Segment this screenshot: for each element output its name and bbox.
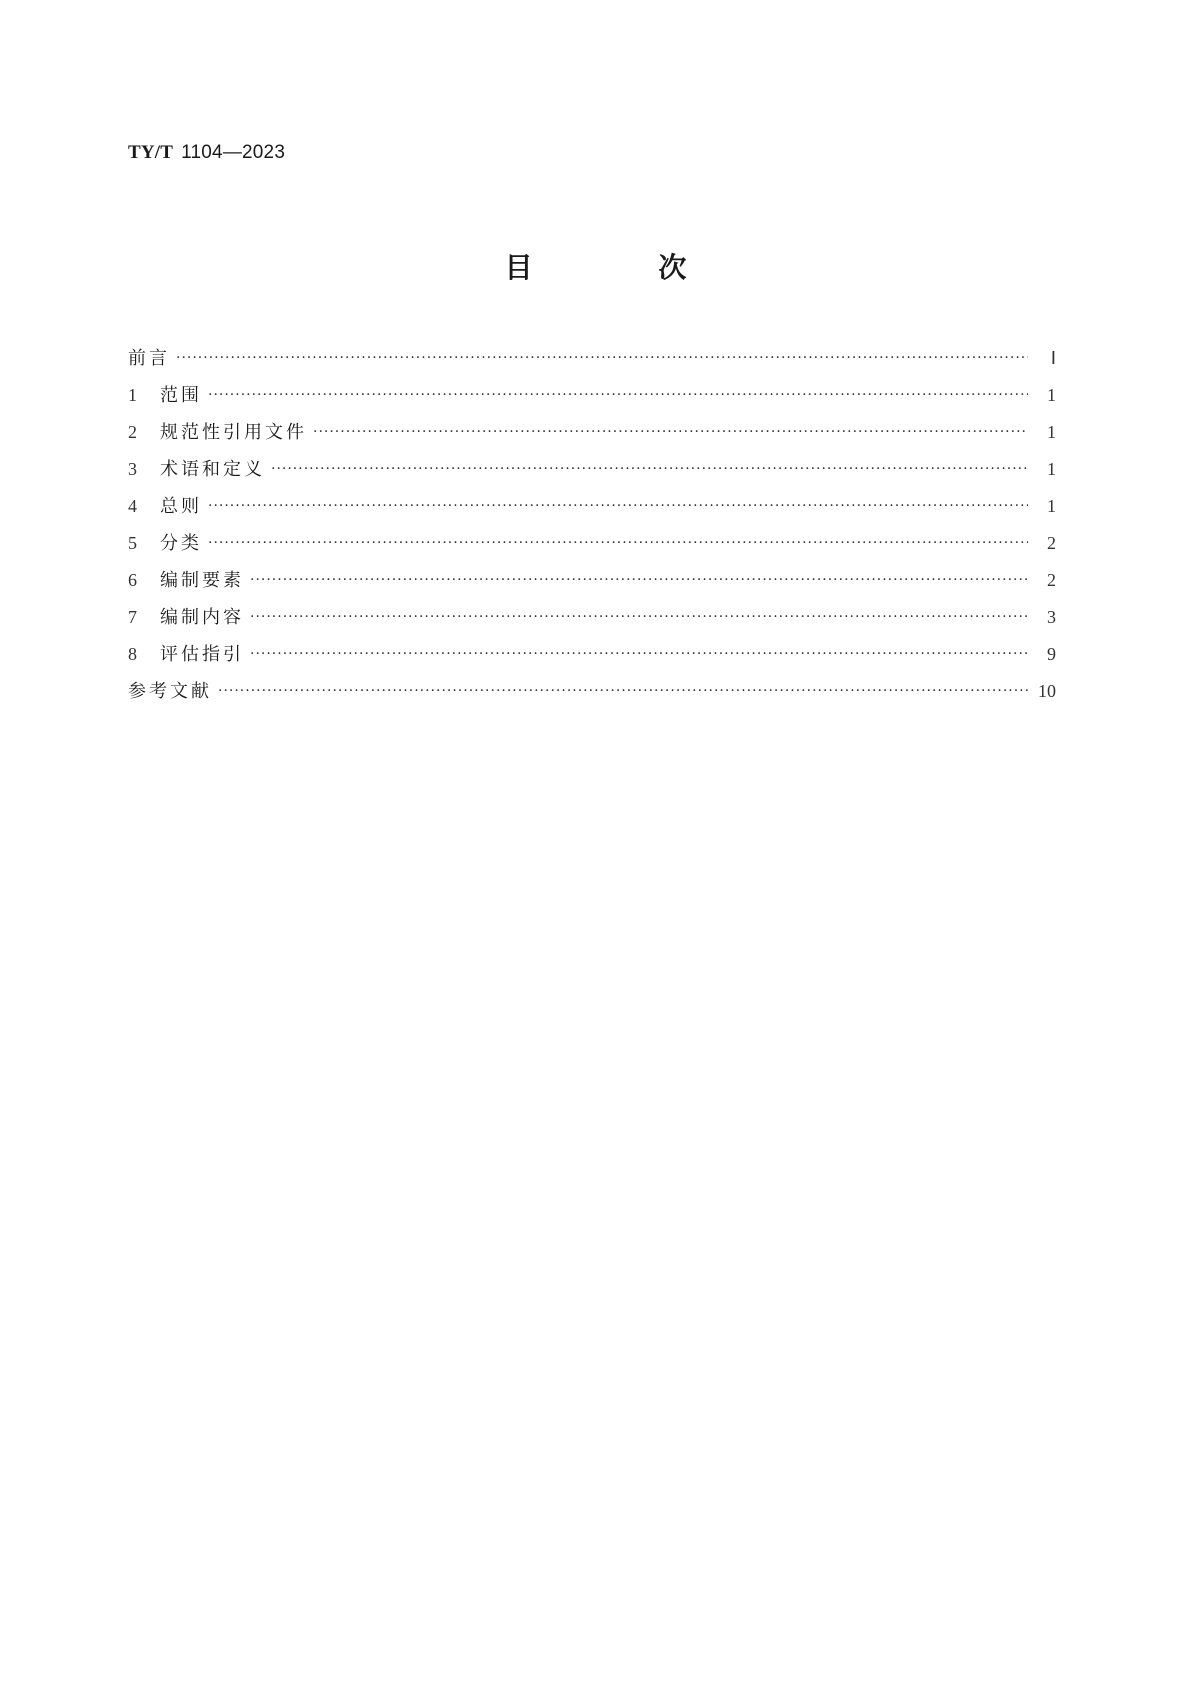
toc-entry-number: 2 [128,422,137,442]
toc-entry-page: 9 [1047,644,1056,664]
toc-entry-assessment-guide[interactable] [128,640,1056,677]
toc-entry-number: 5 [128,533,137,553]
toc-entry-label: 术语和定义 [160,459,265,480]
toc-entry-compilation-elements[interactable] [128,566,1056,603]
table-of-contents [128,344,1056,714]
toc-title: 目 次 [504,251,745,284]
toc-entry-page: 10 [1038,681,1056,701]
toc-entry-general[interactable] [128,492,1056,529]
toc-entry-page: Ⅰ [1050,348,1056,368]
dot-leader [271,461,1028,477]
toc-entry-label: 前言 [128,348,170,369]
dot-leader [208,498,1028,514]
toc-entry-label: 参考文献 [128,681,212,702]
dot-leader [313,424,1028,440]
toc-entry-number: 6 [128,570,137,590]
dot-leader [250,646,1028,662]
toc-entry-label: 分类 [160,533,202,554]
toc-entry-terms-definitions[interactable] [128,455,1056,492]
toc-entry-page: 2 [1047,570,1056,590]
dot-leader [176,350,1028,366]
toc-entry-label: 编制要素 [160,570,244,591]
dot-leader [250,572,1028,588]
dot-leader [208,535,1028,551]
toc-entry-label: 规范性引用文件 [160,422,307,443]
toc-entry-page: 1 [1047,496,1056,516]
toc-entry-number: 4 [128,496,137,516]
toc-entry-label: 编制内容 [160,607,244,628]
toc-entry-label: 总则 [160,496,202,517]
toc-entry-page: 1 [1047,422,1056,442]
dot-leader [250,609,1028,625]
standard-number: 1104—2023 [181,142,286,163]
toc-entry-page: 2 [1047,533,1056,553]
toc-entry-number: 7 [128,607,137,627]
standard-header [128,141,285,164]
toc-entry-label: 评估指引 [160,644,244,665]
toc-entry-scope[interactable] [128,381,1056,418]
toc-entry-normative-references[interactable] [128,418,1056,455]
toc-entry-page: 1 [1047,459,1056,479]
toc-entry-foreword[interactable] [128,344,1056,381]
standard-code: TY/T [128,142,174,163]
toc-entry-number: 1 [128,385,137,405]
dot-leader [208,387,1028,403]
toc-entry-label: 范围 [160,385,202,406]
dot-leader [218,683,1028,699]
toc-entry-classification[interactable] [128,529,1056,566]
toc-entry-bibliography[interactable] [128,677,1056,714]
toc-entry-number: 3 [128,459,137,479]
toc-entry-page: 3 [1047,607,1056,627]
toc-entry-compilation-content[interactable] [128,603,1056,640]
toc-entry-number: 8 [128,644,137,664]
toc-entry-page: 1 [1047,385,1056,405]
